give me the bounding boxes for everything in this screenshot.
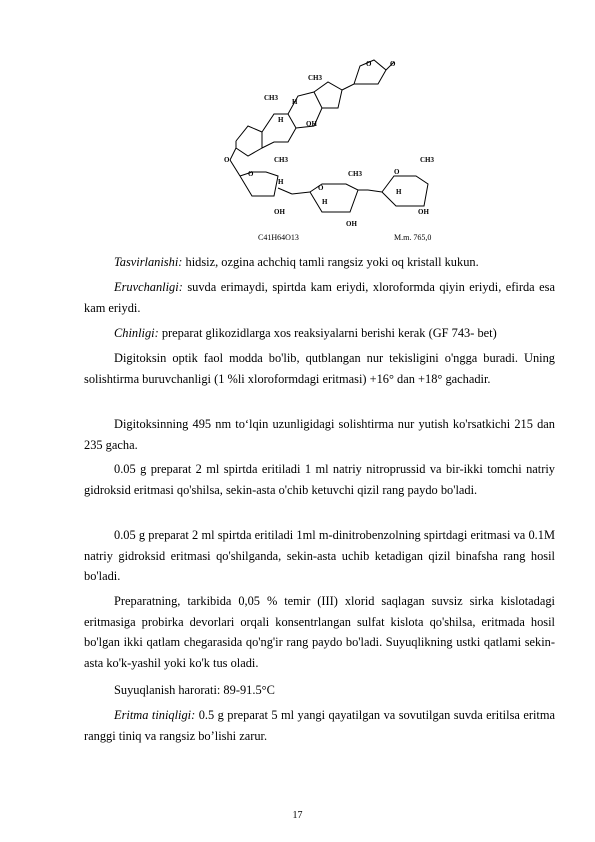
paragraph-text: 0.5 g preparat 5 ml yangi qayatilgan va sovutilgan suvda eritilsa eritma ranggi tiniq va rangsiz bo’lishi zarur. xyxy=(84,708,555,743)
label-o-ester: O xyxy=(224,156,230,164)
paragraph-description xyxy=(84,252,555,273)
paragraph-label: Chinligi: xyxy=(114,326,159,340)
label-o-sugar1: O xyxy=(248,170,254,178)
label-h: H xyxy=(278,116,284,124)
paragraph-nitroprusside-test xyxy=(84,459,555,500)
label-o-lactone-ring: O xyxy=(366,60,372,68)
paragraph-label: Tasvirlanishi: xyxy=(114,255,183,269)
paragraph-label: Eruvchanligi: xyxy=(114,280,183,294)
paragraph-iron-chloride-test xyxy=(84,591,555,673)
label-ch3-top: CH3 xyxy=(308,74,322,82)
paragraph-optical-rotation xyxy=(84,348,555,389)
label-ch3-mid: CH3 xyxy=(264,94,278,102)
label-h-sugar3: H xyxy=(396,188,402,196)
paragraph-melting-point xyxy=(84,680,555,701)
paragraph-text: Suyuqlanish harorati: 89-91.5°C xyxy=(114,683,275,697)
paragraph-text: preparat glikozidlarga xos reaksiyalarni berishi kerak (GF 743- bet) xyxy=(158,326,497,340)
paragraph-text: 0.05 g preparat 2 ml spirtda eritiladi 1 ml natriy nitroprussid va bir-ikki tomchi natriy gidroksid eritmasi qo'shilsa, sekin-asta o'chib ketuvchi qizil rang paydo bo'ladi. xyxy=(84,462,555,497)
label-h: H xyxy=(292,98,298,106)
label-oh-sugar2: OH xyxy=(346,220,357,228)
label-ch3-sugar3: CH3 xyxy=(420,156,434,164)
molecular-formula: C41H64O13 xyxy=(258,233,299,242)
paragraph-solubility xyxy=(84,277,555,318)
paragraph-solution-clarity xyxy=(84,705,555,746)
label-o-sugar2: O xyxy=(318,184,324,192)
digitoxin-structure-diagram xyxy=(218,44,448,246)
label-h-sugar1: H xyxy=(278,178,284,186)
paragraph-text: Digitoksin optik faol modda bo'lib, qutblangan nur tekisligini o'ngga buradi. Uning solishtirma buruvchanligi (1 %li xloroformdagi eritmasi) +16° dan +18° gachadir. xyxy=(84,351,555,386)
label-oh-sugar3: OH xyxy=(418,208,429,216)
paragraph-text: Preparatning, tarkibida 0,05 % temir (III) xlorid saqlagan suvsiz sirka kislotadagi eritmasiga probirka devorlari orqali konsentrlangan sulfat kislota qo'shilsa, eritmada hosil bo'lgan ikki qatlam chegarasida qo'ng'ir rang paydo bo'ladi. Suyuqlikning ustki qatlami sekin-asta ko'k-yashil yoki ko'k tus oladi. xyxy=(84,594,555,670)
label-o-carbonyl: O xyxy=(390,60,396,68)
paragraph-dinitrobenzene-test xyxy=(84,525,555,587)
paragraph-identity xyxy=(84,323,555,344)
label-oh-sugar1: OH xyxy=(274,208,285,216)
paragraph-text: 0.05 g preparat 2 ml spirtda eritiladi 1ml m-dinitrobenzolning spirtdagi eritmasi va 0.1M natriy gidroksid eritmasi qo'shilganda, sekin-asta uchib ketadigan qizil binafsha rang hosil bo'ladi. xyxy=(84,528,555,583)
paragraph-text: Digitoksinning 495 nm to‘lqin uzunligidagi solishtirma nur yutish ko'rsatkichi 215 dan 235 gacha. xyxy=(84,417,555,452)
paragraph-label: Eritma tiniqligi: xyxy=(114,708,196,722)
molar-mass: M.m. 765,0 xyxy=(394,233,432,242)
label-o-sugar3: O xyxy=(394,168,400,176)
label-ch3-sugar2: CH3 xyxy=(348,170,362,178)
label-h-sugar2: H xyxy=(322,198,328,206)
paragraph-text: hidsiz, ozgina achchiq tamli rangsiz yoki oq kristall kukun. xyxy=(182,255,479,269)
page-number: 17 xyxy=(292,810,303,821)
label-ch3-sugar1: CH3 xyxy=(274,156,288,164)
label-oh: OH xyxy=(306,120,317,128)
paragraph-absorbance xyxy=(84,414,555,455)
paragraph-text: suvda erimaydi, spirtda kam eriydi, xloroformda qiyin eriydi, efirda esa kam eriydi. xyxy=(84,280,555,315)
